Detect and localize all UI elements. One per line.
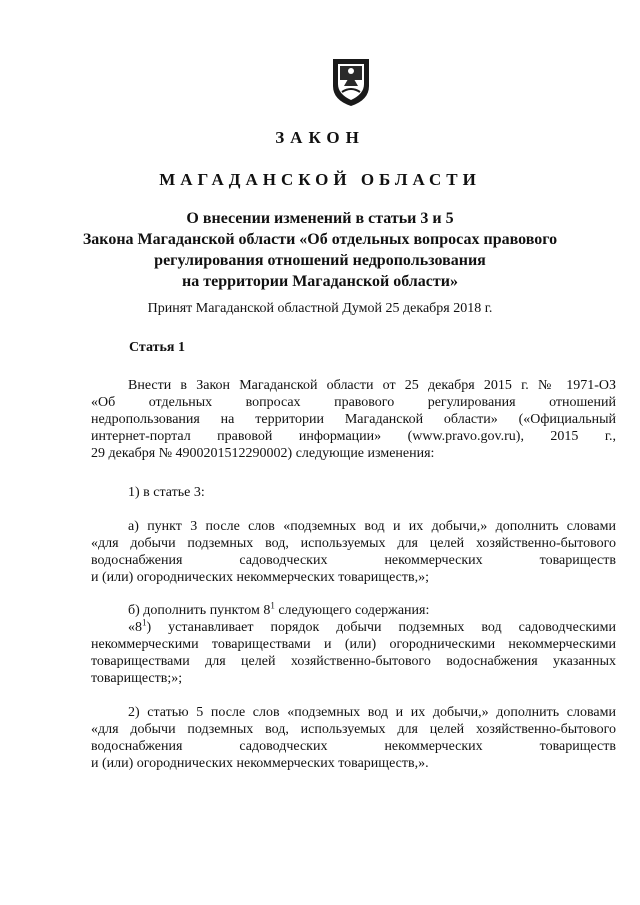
article-title: Статья 1	[129, 340, 185, 355]
text-line: товариществ;»;	[91, 671, 183, 686]
text-line: недропользования на территории Магаданской области» («Официальный	[91, 412, 616, 427]
text-line: «Об отдельных вопросах правового регулирования отношений	[91, 395, 616, 410]
text-line	[91, 619, 616, 636]
superscript: 1	[270, 600, 275, 611]
subtitle-line: на территории Магаданской области»	[182, 273, 458, 290]
text-line: 1) в статье 3:	[128, 485, 205, 500]
quote-first-rest: ) устанавливает порядок добычи подземных вод садоводческими	[146, 620, 616, 635]
quote-open: «8	[128, 620, 142, 635]
item-2-paragraph	[91, 704, 616, 772]
text-line	[91, 602, 616, 619]
text-line: 2) статью 5 после слов «подземных вод и их добычи,» дополнить словами	[128, 705, 616, 720]
subtitle-line: Закона Магаданской области «Об отдельных вопросах правового	[82, 231, 558, 248]
adoption-note: Принят Магаданской областной Думой 25 декабря 2018 г.	[147, 301, 493, 316]
text-line: и (или) огороднических некоммерческих товариществ,».	[91, 756, 429, 771]
text-line: водоснабжения садоводческих некоммерческих товариществ	[91, 739, 616, 754]
region-heading: МАГАДАНСКОЙ ОБЛАСТИ	[159, 170, 481, 189]
subtitle-line: регулирования отношений недропользования	[154, 252, 486, 269]
subtitle-line: О внесении изменений в статьи 3 и 5	[186, 210, 454, 227]
text-line: а) пункт 3 после слов «подземных вод и их добычи,» дополнить словами	[128, 519, 616, 534]
text-line: 29 декабря № 4900201512290002) следующие изменения:	[91, 446, 435, 461]
text-line: товариществами для целей хозяйственно-бытового водоснабжения указанных	[91, 654, 616, 669]
superscript: 1	[142, 617, 147, 628]
intro-paragraph	[91, 377, 616, 462]
text-line: «для добычи подземных вод, используемых для целей хозяйственно-бытового	[91, 722, 616, 737]
item-b-tail: следующего содержания:	[274, 603, 430, 618]
item-1	[91, 484, 616, 501]
text-line: водоснабжения садоводческих некоммерческих товариществ	[91, 553, 616, 568]
text-line: некоммерческими товариществами и (или) огородническими некоммерческими	[91, 637, 616, 652]
law-subtitle	[0, 208, 640, 292]
text-line: Внести в Закон Магаданской области от 25 декабря 2015 г. № 1971-ОЗ	[128, 378, 616, 393]
coat-of-arms-icon	[330, 56, 372, 108]
law-heading: ЗАКОН	[275, 128, 365, 147]
text-line: интернет-портал правовой информации» (www.pravo.gov.ru), 2015 г.,	[91, 429, 616, 444]
text-line: «для добычи подземных вод, используемых для целей хозяйственно-бытового	[91, 536, 616, 551]
item-b-text: б) дополнить пунктом 8	[128, 603, 271, 618]
item-b-paragraph	[91, 602, 616, 687]
text-line: и (или) огороднических некоммерческих товариществ,»;	[91, 570, 429, 585]
item-a-paragraph	[91, 518, 616, 586]
